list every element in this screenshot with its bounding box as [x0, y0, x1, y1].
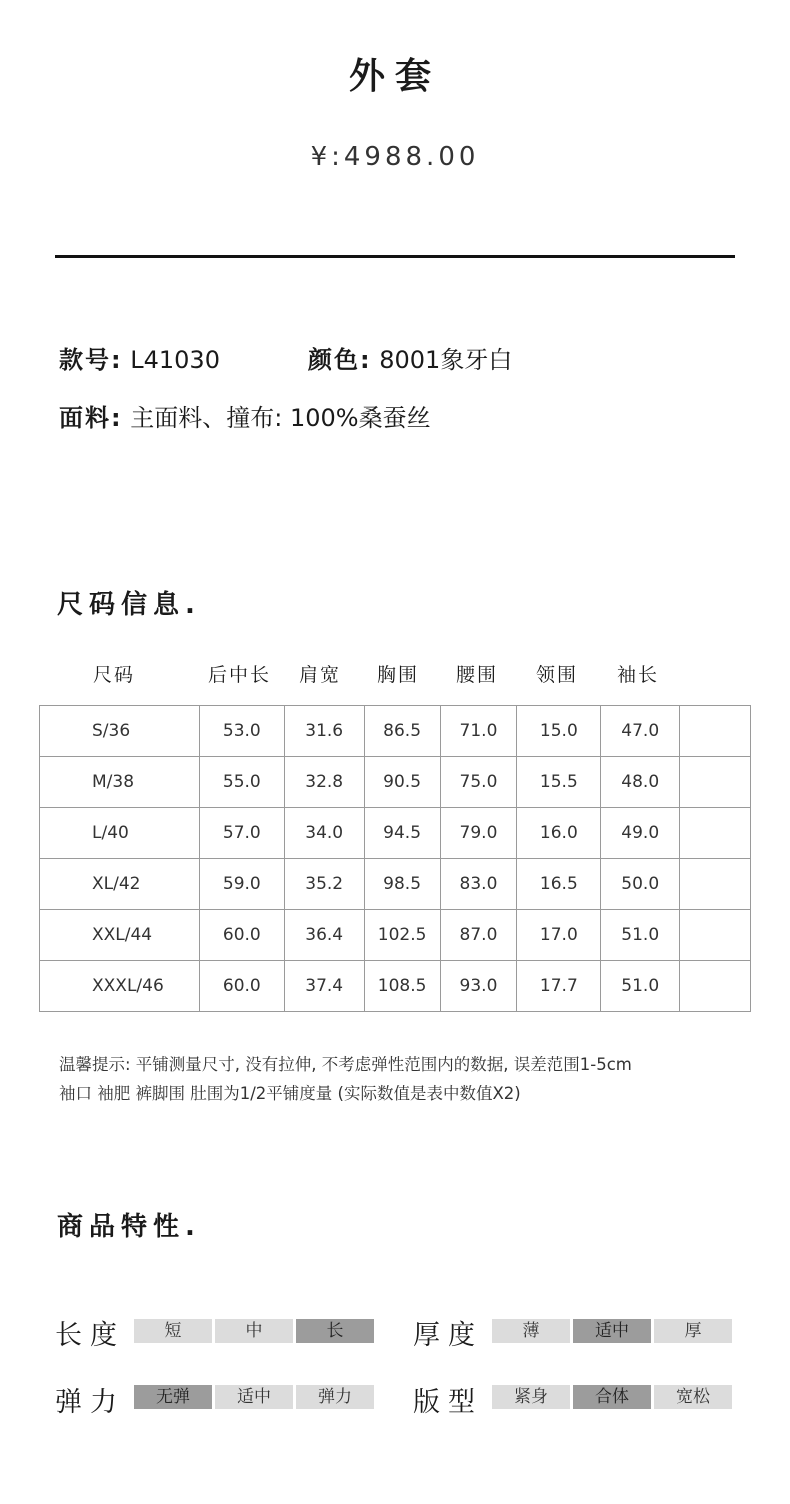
table-cell: 59.0: [199, 859, 284, 910]
header-waist: 腰围: [456, 664, 499, 686]
table-cell: 79.0: [440, 808, 517, 859]
size-cell: XXXL/46: [40, 961, 200, 1012]
table-cell: 98.5: [364, 859, 440, 910]
size-cell: S/36: [40, 706, 200, 757]
header-back-length: 后中长: [208, 664, 272, 686]
table-cell: 86.5: [364, 706, 440, 757]
table-cell: 102.5: [364, 910, 440, 961]
table-cell: 16.5: [517, 859, 601, 910]
table-cell: 53.0: [199, 706, 284, 757]
table-row: [40, 706, 751, 757]
table-cell: 48.0: [601, 757, 680, 808]
table-cell: 16.0: [517, 808, 601, 859]
table-cell-empty: [680, 706, 751, 757]
feature-option: 厚: [654, 1319, 732, 1343]
table-cell: 31.6: [284, 706, 364, 757]
feature-option: 宽松: [654, 1385, 732, 1409]
style-number-value: L41030: [130, 346, 220, 374]
table-cell: 90.5: [364, 757, 440, 808]
table-row: [40, 859, 751, 910]
feature-option: 适中: [573, 1319, 651, 1343]
feature-label-elasticity: 弹力: [55, 1387, 125, 1418]
table-cell: 108.5: [364, 961, 440, 1012]
table-cell-empty: [680, 961, 751, 1012]
feature-option: 薄: [492, 1319, 570, 1343]
product-price: ¥:4988.00: [310, 142, 480, 172]
table-cell: 47.0: [601, 706, 680, 757]
size-section-title: 尺码信息.: [57, 590, 201, 620]
feature-label-length: 长度: [55, 1320, 125, 1351]
size-note-line2: 袖口 袖肥 裤脚围 肚围为1/2平铺度量 (实际数值是表中数值X2): [59, 1084, 521, 1103]
table-cell: 17.0: [517, 910, 601, 961]
divider: [55, 255, 735, 258]
size-note-line1: 温馨提示: 平铺测量尺寸, 没有拉伸, 不考虑弹性范围内的数据, 误差范围1-5cm: [59, 1055, 632, 1074]
header-shoulder: 肩宽: [299, 664, 342, 686]
table-cell: 51.0: [601, 910, 680, 961]
table-cell-empty: [680, 910, 751, 961]
fabric-label: 面料:: [59, 404, 123, 432]
table-cell: 87.0: [440, 910, 517, 961]
color-info: [308, 340, 512, 375]
size-cell: XXL/44: [40, 910, 200, 961]
table-cell: 15.0: [517, 706, 601, 757]
feature-option: 适中: [215, 1385, 293, 1409]
table-cell: 15.5: [517, 757, 601, 808]
table-cell: 75.0: [440, 757, 517, 808]
size-cell: XL/42: [40, 859, 200, 910]
feature-option: 弹力: [296, 1385, 374, 1409]
feature-option: 无弹: [134, 1385, 212, 1409]
table-cell: 83.0: [440, 859, 517, 910]
table-cell: 55.0: [199, 757, 284, 808]
table-cell: 57.0: [199, 808, 284, 859]
feature-label-fit: 版型: [413, 1387, 483, 1418]
table-cell: 49.0: [601, 808, 680, 859]
feature-option: 短: [134, 1319, 212, 1343]
color-value: 8001象牙白: [379, 346, 513, 374]
table-row: [40, 808, 751, 859]
feature-label-thickness: 厚度: [413, 1320, 483, 1351]
color-label: 颜色:: [308, 346, 372, 374]
table-cell-empty: [680, 859, 751, 910]
table-cell: 36.4: [284, 910, 364, 961]
size-cell: M/38: [40, 757, 200, 808]
feature-option: 长: [296, 1319, 374, 1343]
table-cell: 51.0: [601, 961, 680, 1012]
size-table: [39, 705, 751, 1012]
table-cell: 60.0: [199, 910, 284, 961]
table-row: [40, 910, 751, 961]
feature-option: 紧身: [492, 1385, 570, 1409]
style-number: [59, 340, 220, 375]
feature-option: 中: [215, 1319, 293, 1343]
header-size: 尺码: [93, 664, 136, 686]
table-row: [40, 961, 751, 1012]
header-sleeve: 袖长: [617, 664, 660, 686]
table-cell: 94.5: [364, 808, 440, 859]
feature-option: 合体: [573, 1385, 651, 1409]
table-cell: 71.0: [440, 706, 517, 757]
table-cell: 32.8: [284, 757, 364, 808]
size-cell: L/40: [40, 808, 200, 859]
header-collar: 领围: [536, 664, 579, 686]
fabric-info: [59, 398, 431, 433]
style-number-label: 款号:: [59, 346, 123, 374]
table-cell-empty: [680, 757, 751, 808]
fabric-value: 主面料、撞布: 100%桑蚕丝: [130, 404, 431, 432]
table-cell-empty: [680, 808, 751, 859]
table-cell: 34.0: [284, 808, 364, 859]
product-title: 外套: [348, 56, 441, 97]
table-cell: 37.4: [284, 961, 364, 1012]
table-cell: 17.7: [517, 961, 601, 1012]
table-cell: 93.0: [440, 961, 517, 1012]
table-cell: 60.0: [199, 961, 284, 1012]
header-chest: 胸围: [377, 664, 420, 686]
features-section-title: 商品特性.: [57, 1212, 201, 1242]
table-cell: 50.0: [601, 859, 680, 910]
table-row: [40, 757, 751, 808]
table-cell: 35.2: [284, 859, 364, 910]
